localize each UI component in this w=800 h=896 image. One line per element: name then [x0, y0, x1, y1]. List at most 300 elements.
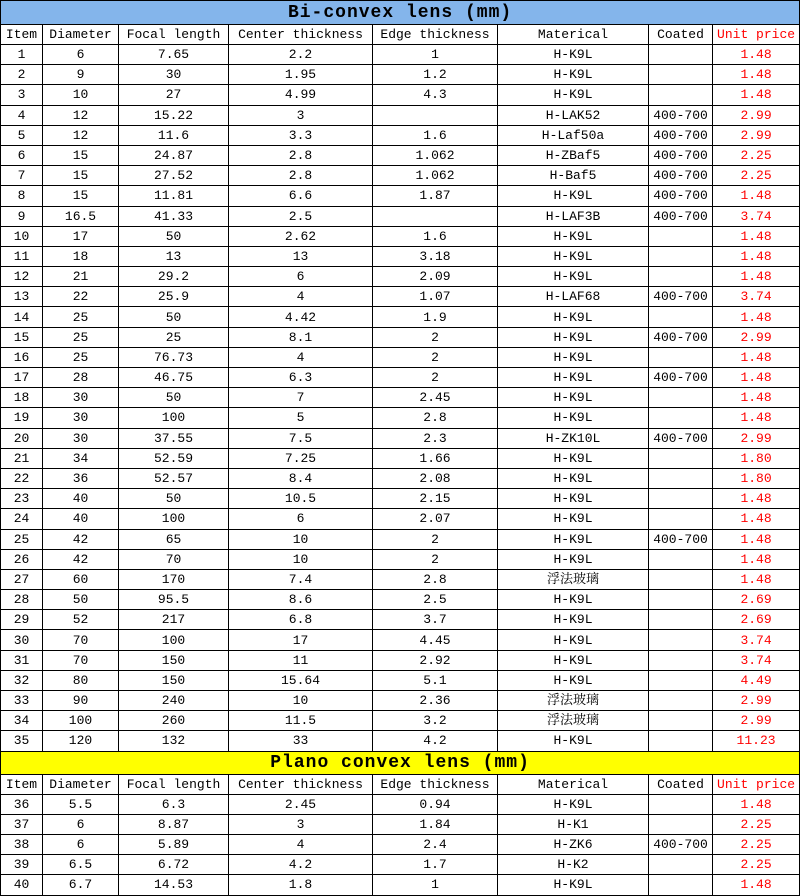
table-cell: 65	[119, 529, 229, 549]
table-cell: 4.2	[373, 731, 498, 751]
table-cell: 2	[373, 549, 498, 569]
table-cell: 2.8	[373, 569, 498, 589]
table-cell: 30	[43, 408, 119, 428]
table-cell: 2.07	[373, 509, 498, 529]
table-cell: 4.99	[229, 85, 373, 105]
table-row	[1, 489, 800, 509]
table-cell: 4	[1, 105, 43, 125]
table-cell: 2.25	[713, 834, 800, 854]
column-header: Unit price	[713, 25, 800, 45]
table-row	[1, 549, 800, 569]
table-cell: 3.7	[373, 610, 498, 630]
table-cell: H-ZK6	[498, 834, 649, 854]
table-cell	[649, 855, 713, 875]
table-row	[1, 875, 800, 895]
column-header: Diameter	[43, 25, 119, 45]
table-cell: 10	[1, 226, 43, 246]
table-row	[1, 307, 800, 327]
table-cell: H-K9L	[498, 388, 649, 408]
table-cell: 1.48	[713, 65, 800, 85]
table-cell: 42	[43, 529, 119, 549]
table-cell: H-K9L	[498, 327, 649, 347]
table-cell: 1.48	[713, 549, 800, 569]
table-cell	[649, 448, 713, 468]
table-cell: H-Baf5	[498, 166, 649, 186]
table-cell: 100	[119, 408, 229, 428]
table-cell: 4	[229, 287, 373, 307]
table-cell: 2.8	[373, 408, 498, 428]
table-cell: 400-700	[649, 368, 713, 388]
table-cell: 2.92	[373, 650, 498, 670]
table-cell: 3.18	[373, 246, 498, 266]
table-cell: 1.2	[373, 65, 498, 85]
table-cell: 4	[229, 347, 373, 367]
table-cell	[373, 105, 498, 125]
column-header: Unit price	[713, 774, 800, 794]
table-cell: 20	[1, 428, 43, 448]
table-cell: 6.5	[43, 855, 119, 875]
table-cell: 1.07	[373, 287, 498, 307]
table-cell	[373, 206, 498, 226]
table-row	[1, 85, 800, 105]
table-cell: 1.48	[713, 529, 800, 549]
table-cell: 33	[229, 731, 373, 751]
table-cell: 24	[1, 509, 43, 529]
table-cell: 1.48	[713, 875, 800, 895]
table-row	[1, 448, 800, 468]
table-cell: 170	[119, 569, 229, 589]
table-cell: H-K9L	[498, 468, 649, 488]
table-cell: 22	[43, 287, 119, 307]
table-row	[1, 125, 800, 145]
table-cell: H-LAK52	[498, 105, 649, 125]
table-cell: 26	[1, 549, 43, 569]
table-cell: 11	[229, 650, 373, 670]
table-row	[1, 65, 800, 85]
table-cell: 30	[1, 630, 43, 650]
column-header: Item	[1, 25, 43, 45]
table-cell: H-Laf50a	[498, 125, 649, 145]
table-cell: 100	[119, 630, 229, 650]
table-row	[1, 670, 800, 690]
table-cell: 1	[373, 875, 498, 895]
table-row	[1, 569, 800, 589]
table-cell: 37	[1, 814, 43, 834]
table-row	[1, 145, 800, 165]
table-cell: 36	[1, 794, 43, 814]
table-cell: 25	[43, 307, 119, 327]
table-cell: 80	[43, 670, 119, 690]
table-cell: 2	[373, 529, 498, 549]
table-cell: 1.48	[713, 569, 800, 589]
table-cell: 1.48	[713, 509, 800, 529]
table-cell: 15.64	[229, 670, 373, 690]
table-cell: 150	[119, 670, 229, 690]
table-cell: 2.99	[713, 327, 800, 347]
table-row	[1, 691, 800, 711]
table-cell: 42	[43, 549, 119, 569]
table-cell: H-K9L	[498, 509, 649, 529]
table-row	[1, 408, 800, 428]
table-cell: 2.69	[713, 590, 800, 610]
table-cell: 6.3	[119, 794, 229, 814]
table-cell	[649, 468, 713, 488]
table-cell	[649, 347, 713, 367]
table-cell: 8.6	[229, 590, 373, 610]
table-row	[1, 711, 800, 731]
table-cell: 21	[1, 448, 43, 468]
table-cell: 10.5	[229, 489, 373, 509]
table-cell: 40	[43, 509, 119, 529]
table-cell: 400-700	[649, 145, 713, 165]
table-cell: 15	[1, 327, 43, 347]
table-cell: 1.48	[713, 408, 800, 428]
table-cell: H-K9L	[498, 731, 649, 751]
table-cell: 2.25	[713, 855, 800, 875]
table-cell: 2.45	[229, 794, 373, 814]
table-cell: 6.3	[229, 368, 373, 388]
column-header: Item	[1, 774, 43, 794]
table-cell: 70	[43, 650, 119, 670]
table-row	[1, 287, 800, 307]
column-header: Edge thickness	[373, 774, 498, 794]
table-cell: H-K9L	[498, 246, 649, 266]
table-cell: 90	[43, 691, 119, 711]
table-cell: H-LAF68	[498, 287, 649, 307]
table-cell: 25	[43, 327, 119, 347]
column-header: Focal length	[119, 25, 229, 45]
table-cell: 2.8	[229, 145, 373, 165]
table-cell: H-K9L	[498, 590, 649, 610]
table-cell: H-K9L	[498, 226, 649, 246]
table-row	[1, 468, 800, 488]
section-title-planoconvex: Plano convex lens (mm)	[1, 751, 800, 774]
table-cell: H-K9L	[498, 794, 649, 814]
column-header: Center thickness	[229, 774, 373, 794]
table-cell: 8.1	[229, 327, 373, 347]
table-cell: 1	[373, 45, 498, 65]
table-cell: 18	[43, 246, 119, 266]
table-cell: 14	[1, 307, 43, 327]
table-cell	[649, 85, 713, 105]
table-cell: H-K9L	[498, 875, 649, 895]
table-cell: H-ZBaf5	[498, 145, 649, 165]
table-cell: 3.74	[713, 650, 800, 670]
section-title-row	[1, 751, 800, 774]
table-cell: 1.48	[713, 388, 800, 408]
table-cell: 1.48	[713, 794, 800, 814]
table-cell: 9	[1, 206, 43, 226]
table-cell: H-K9L	[498, 448, 649, 468]
table-cell	[649, 509, 713, 529]
table-cell: 240	[119, 691, 229, 711]
table-cell: 3.74	[713, 630, 800, 650]
table-cell	[649, 267, 713, 287]
table-cell	[649, 814, 713, 834]
table-cell: 25	[119, 327, 229, 347]
table-cell	[649, 670, 713, 690]
table-cell: 1.48	[713, 45, 800, 65]
table-row	[1, 388, 800, 408]
table-cell: H-K9L	[498, 610, 649, 630]
table-cell: 11.6	[119, 125, 229, 145]
table-cell: 2.3	[373, 428, 498, 448]
column-header: Edge thickness	[373, 25, 498, 45]
table-cell: 2.25	[713, 145, 800, 165]
table-cell: 28	[1, 590, 43, 610]
table-cell: 6.72	[119, 855, 229, 875]
table-cell: 1.48	[713, 307, 800, 327]
table-cell: 3	[229, 814, 373, 834]
table-row	[1, 814, 800, 834]
table-cell	[649, 590, 713, 610]
table-cell: 70	[43, 630, 119, 650]
table-cell: 29	[1, 610, 43, 630]
table-cell: 7.5	[229, 428, 373, 448]
table-cell: 6	[229, 267, 373, 287]
table-cell: H-K9L	[498, 186, 649, 206]
table-cell: 1.062	[373, 145, 498, 165]
table-row	[1, 610, 800, 630]
table-cell: H-K9L	[498, 489, 649, 509]
table-cell: 40	[43, 489, 119, 509]
table-cell: H-K9L	[498, 549, 649, 569]
table-cell	[649, 226, 713, 246]
section-title-biconvex: Bi-convex lens (mm)	[1, 1, 800, 25]
table-row	[1, 267, 800, 287]
table-row	[1, 834, 800, 854]
table-cell	[649, 650, 713, 670]
table-cell: H-K9L	[498, 529, 649, 549]
section-planoconvex	[1, 751, 800, 895]
table-cell: 2.36	[373, 691, 498, 711]
table-cell	[649, 630, 713, 650]
table-cell: 217	[119, 610, 229, 630]
table-cell: 浮法玻璃	[498, 691, 649, 711]
column-header: Focal length	[119, 774, 229, 794]
table-row	[1, 855, 800, 875]
table-cell: 19	[1, 408, 43, 428]
table-cell: 3.3	[229, 125, 373, 145]
table-cell: 52.59	[119, 448, 229, 468]
table-cell	[649, 549, 713, 569]
table-cell: H-K9L	[498, 45, 649, 65]
table-cell: 2.2	[229, 45, 373, 65]
table-cell: 15	[43, 186, 119, 206]
table-cell: 2.69	[713, 610, 800, 630]
table-cell: 400-700	[649, 834, 713, 854]
table-cell: 15.22	[119, 105, 229, 125]
table-cell: H-K9L	[498, 670, 649, 690]
table-cell: 50	[119, 226, 229, 246]
table-cell: 36	[43, 468, 119, 488]
column-header: Diameter	[43, 774, 119, 794]
table-cell: 6.8	[229, 610, 373, 630]
table-cell: 52	[43, 610, 119, 630]
table-cell	[649, 569, 713, 589]
table-row	[1, 226, 800, 246]
table-cell: 1.48	[713, 186, 800, 206]
table-cell: 1.48	[713, 226, 800, 246]
table-cell: 400-700	[649, 186, 713, 206]
table-cell: 2.4	[373, 834, 498, 854]
table-cell: 2.08	[373, 468, 498, 488]
table-cell: 7.4	[229, 569, 373, 589]
column-header: Materical	[498, 25, 649, 45]
column-header: Center thickness	[229, 25, 373, 45]
table-cell: 10	[229, 691, 373, 711]
table-cell	[649, 794, 713, 814]
table-cell: 1.9	[373, 307, 498, 327]
table-cell: 1.48	[713, 489, 800, 509]
table-cell: 17	[229, 630, 373, 650]
section-title-row	[1, 1, 800, 25]
table-cell: 3	[1, 85, 43, 105]
table-cell: 2.8	[229, 166, 373, 186]
table-cell: 2.5	[229, 206, 373, 226]
table-cell: 35	[1, 731, 43, 751]
table-cell: 3.74	[713, 206, 800, 226]
table-cell: 400-700	[649, 206, 713, 226]
table-cell: 2.45	[373, 388, 498, 408]
table-cell: 100	[119, 509, 229, 529]
table-cell: 13	[1, 287, 43, 307]
table-cell: 27	[1, 569, 43, 589]
table-cell: 76.73	[119, 347, 229, 367]
table-cell: 5	[229, 408, 373, 428]
table-cell: 6	[43, 45, 119, 65]
table-cell: 11.5	[229, 711, 373, 731]
table-cell: H-K9L	[498, 267, 649, 287]
table-cell: 400-700	[649, 287, 713, 307]
table-cell: 12	[43, 125, 119, 145]
table-cell: 400-700	[649, 327, 713, 347]
table-cell: 1.7	[373, 855, 498, 875]
column-header: Materical	[498, 774, 649, 794]
table-cell: H-K9L	[498, 630, 649, 650]
table-row	[1, 206, 800, 226]
table-cell	[649, 307, 713, 327]
table-cell: 1.48	[713, 368, 800, 388]
table-cell: 30	[43, 388, 119, 408]
table-cell: 2	[1, 65, 43, 85]
table-cell: 1.95	[229, 65, 373, 85]
table-cell: 5.89	[119, 834, 229, 854]
table-cell: 5.5	[43, 794, 119, 814]
table-cell: 4	[229, 834, 373, 854]
table-cell: 32	[1, 670, 43, 690]
table-cell: 17	[43, 226, 119, 246]
table-cell: 2.25	[713, 166, 800, 186]
table-cell: 12	[1, 267, 43, 287]
table-cell: H-ZK10L	[498, 428, 649, 448]
table-cell: 400-700	[649, 529, 713, 549]
table-cell	[649, 45, 713, 65]
table-cell: 6.6	[229, 186, 373, 206]
table-cell: 4.3	[373, 85, 498, 105]
table-cell: 30	[43, 428, 119, 448]
table-cell: 50	[119, 489, 229, 509]
table-cell: 5	[1, 125, 43, 145]
table-cell: 7.65	[119, 45, 229, 65]
table-cell: H-K9L	[498, 408, 649, 428]
table-cell: 60	[43, 569, 119, 589]
table-cell	[649, 711, 713, 731]
table-cell: 50	[119, 388, 229, 408]
table-cell: 17	[1, 368, 43, 388]
table-cell: 2.62	[229, 226, 373, 246]
table-cell: 3.2	[373, 711, 498, 731]
table-cell: 2.99	[713, 711, 800, 731]
table-cell: 3.74	[713, 287, 800, 307]
table-cell: 3	[229, 105, 373, 125]
table-cell: 400-700	[649, 166, 713, 186]
table-cell: 100	[43, 711, 119, 731]
table-cell: 16.5	[43, 206, 119, 226]
table-cell	[649, 691, 713, 711]
table-cell: 400-700	[649, 125, 713, 145]
table-cell: H-K9L	[498, 65, 649, 85]
table-cell: 7	[1, 166, 43, 186]
table-row	[1, 590, 800, 610]
table-cell	[649, 246, 713, 266]
table-row	[1, 246, 800, 266]
table-cell: 12	[43, 105, 119, 125]
table-cell: 4.49	[713, 670, 800, 690]
table-cell: 21	[43, 267, 119, 287]
table-cell: 27.52	[119, 166, 229, 186]
column-header: Coated	[649, 25, 713, 45]
table-row	[1, 731, 800, 751]
table-row	[1, 347, 800, 367]
table-cell	[649, 65, 713, 85]
table-cell: 70	[119, 549, 229, 569]
table-cell: 16	[1, 347, 43, 367]
table-cell: 31	[1, 650, 43, 670]
table-cell: 39	[1, 855, 43, 875]
table-cell: 1.66	[373, 448, 498, 468]
table-cell: 30	[119, 65, 229, 85]
table-row	[1, 105, 800, 125]
table-cell: 2.25	[713, 814, 800, 834]
table-cell	[649, 489, 713, 509]
table-cell: 38	[1, 834, 43, 854]
table-cell: 8.87	[119, 814, 229, 834]
table-cell: 22	[1, 468, 43, 488]
table-cell: 2	[373, 347, 498, 367]
table-cell: 6	[1, 145, 43, 165]
table-cell: 4.42	[229, 307, 373, 327]
table-cell: 10	[229, 549, 373, 569]
table-row	[1, 529, 800, 549]
table-cell: 40	[1, 875, 43, 895]
table-cell: 50	[43, 590, 119, 610]
table-cell: 28	[43, 368, 119, 388]
table-cell: 27	[119, 85, 229, 105]
table-cell: 1.84	[373, 814, 498, 834]
table-cell: 9	[43, 65, 119, 85]
table-cell	[649, 408, 713, 428]
table-cell: 29.2	[119, 267, 229, 287]
table-cell: 6	[229, 509, 373, 529]
table-cell: 2.09	[373, 267, 498, 287]
table-cell: 1.8	[229, 875, 373, 895]
table-cell: 7.25	[229, 448, 373, 468]
table-cell: H-LAF3B	[498, 206, 649, 226]
table-cell: 25	[1, 529, 43, 549]
table-row	[1, 327, 800, 347]
table-cell: H-K1	[498, 814, 649, 834]
